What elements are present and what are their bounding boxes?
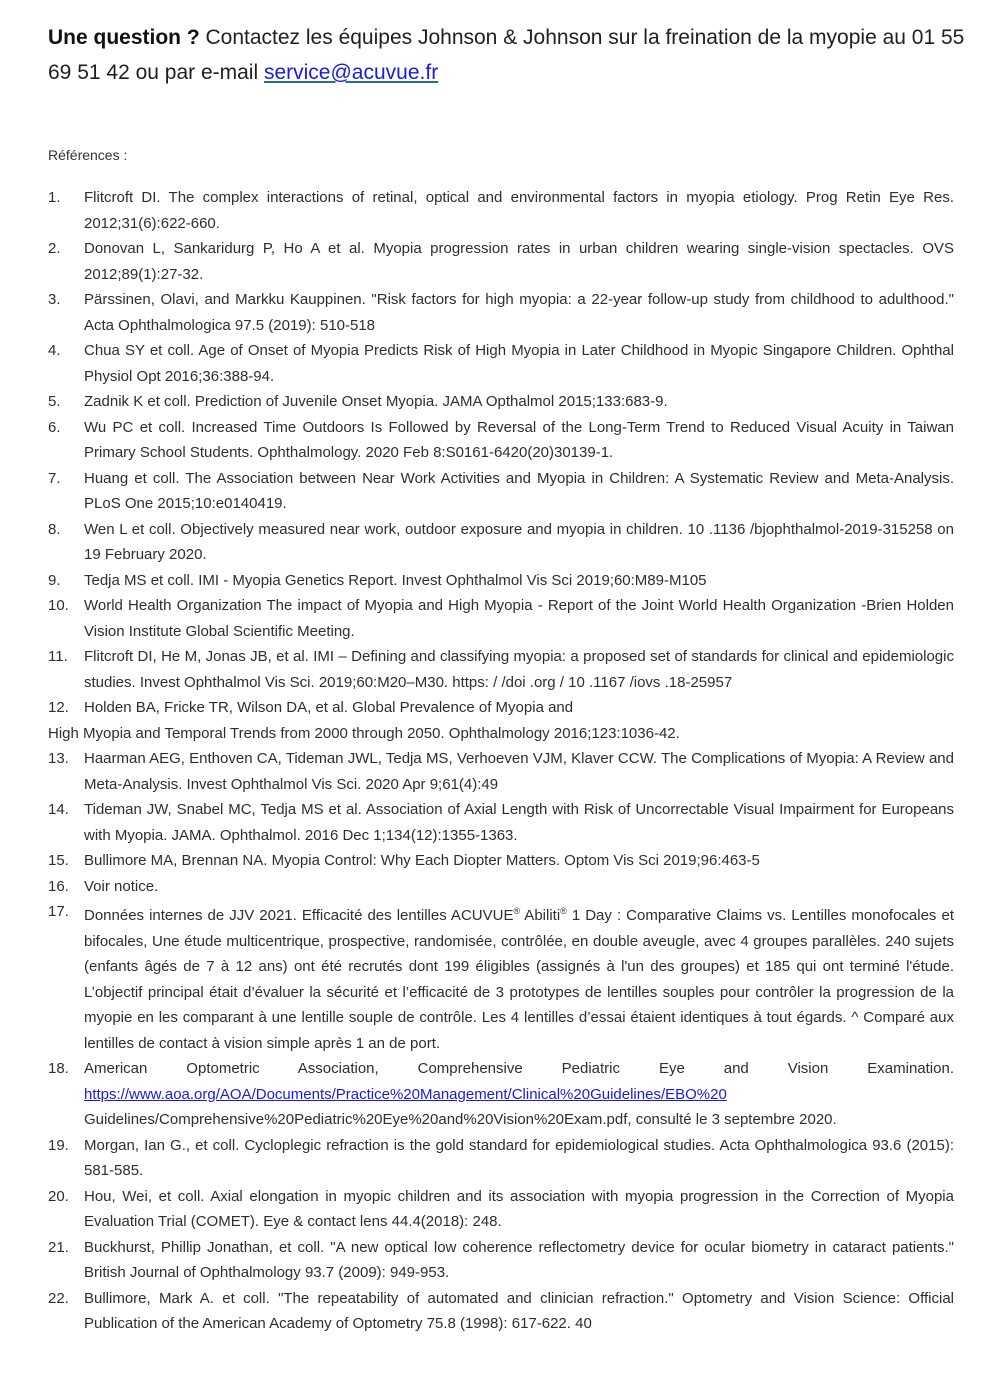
reference-item: 9. Tedja MS et coll. IMI - Myopia Genetics Report. Invest Ophthalmol Vis Sci 2019;60:M89-M105 (48, 571, 707, 589)
aoa-guidelines-link[interactable]: https://www.aoa.org/AOA/Documents/Practice%20Management/Clinical%20Guidelines/EBO%20 (84, 1085, 727, 1103)
question-label: Une question ? (48, 26, 200, 49)
reference-item: 5. Zadnik K et coll. Prediction of Juvenile Onset Myopia. JAMA Opthalmol 2015;133:683-9. (48, 393, 668, 410)
email-link[interactable]: service@acuvue.fr (263, 61, 439, 84)
reference-item: 22. Bullimore, Mark A. et coll. "The repeatability of automated and clinician refraction." Optometry and Vision Science: Official Publication of the American Academy of Optometry 75.8 (1998): 617-622. 40 (48, 1289, 954, 1332)
reference-item: 8. Wen L et coll. Objectively measured near work, outdoor exposure and myopia in children. 10 .1136 /bjophthalmol-2019-315258 on 19 February 2020. (48, 520, 954, 563)
reference-item: 4. Chua SY et coll. Age of Onset of Myopia Predicts Risk of High Myopia in Later Childhood in Myopic Singapore Children. Ophthal Physiol Opt 2016;36:388-94. (48, 342, 954, 385)
contact-text: Contactez les équipes Johnson & Johnson sur la freination de la myopie au 01 55 69 51 42 ou par e-mail (48, 26, 965, 84)
reference-item: 13. Haarman AEG, Enthoven CA, Tideman JWL, Tedja MS, Verhoeven VJM, Klaver CCW. The Complications of Myopia: A Review and Meta-Analysis. Invest Ophthalmol Vis Sci. 2020 Apr 9;61(4):49 (48, 750, 954, 793)
reference-item: 21. Buckhurst, Phillip Jonathan, et coll. "A new optical low coherence reflectometry device for ocular biometry in cataract patients." British Journal of Ophthalmology 93.7 (2009): 949-953. (48, 1238, 954, 1281)
reference-item: 7. Huang et coll. The Association between Near Work Activities and Myopia in Children: A Systematic Review and Meta-Analysis. PLoS One 2015;10:e0140419. (48, 469, 954, 512)
reference-item: 10. World Health Organization The impact of Myopia and High Myopia - Report of the Joint World Health Organization -Brien Holden Vision Institute Global Scientific Meeting. (48, 597, 954, 640)
reference-item: 18. American Optometric Association, Comprehensive Pediatric Eye and Vision Examination. https://www.aoa.org/AOA/Documents/Practice%20Management/Clinical%20Guidelines/EBO%20 Guidelines/Comprehensive%20Pediatric%20Eye%20and%20Vision%20Exam.pdf, consulté le 3 septembre 2020. (48, 1060, 954, 1128)
registered-mark: ® (513, 906, 521, 916)
reference-item: 16. Voir notice. (48, 877, 159, 895)
reference-item: 1. Flitcroft DI. The complex interactions of retinal, optical and environmental factors in myopia etiology. Prog Retin Eye Res. 2012;31(6):622-660. (48, 189, 954, 232)
reference-item: 14. Tideman JW, Snabel MC, Tedja MS et al. Association of Axial Length with Risk of Uncorrectable Visual Impairment for Europeans with Myopia. JAMA. Ophthalmol. 2016 Dec 1;134(12):1355-1363. (48, 801, 954, 844)
reference-item: 15. Bullimore MA, Brennan NA. Myopia Control: Why Each Diopter Matters. Optom Vis Sci 2019;96:463-5 (48, 852, 760, 869)
contact-paragraph (48, 20, 968, 90)
reference-item: 3. Pärssinen, Olavi, and Markku Kauppinen. "Risk factors for high myopia: a 22-year follow-up study from childhood to adulthood." Acta Ophthalmologica 97.5 (2019): 510-518 (48, 291, 954, 334)
reference-item: 2. Donovan L, Sankaridurg P, Ho A et al. Myopia progression rates in urban children wearing single-vision spectacles. OVS 2012;89(1):27-32. (48, 240, 954, 283)
reference-item: 12. Holden BA, Fricke TR, Wilson DA, et al. Global Prevalence of Myopia and High Myopia and Temporal Trends from 2000 through 2050. Ophthalmology 2016;123:1036-42. (48, 699, 680, 742)
references-list (48, 185, 954, 1337)
reference-item: 20. Hou, Wei, et coll. Axial elongation in myopic children and its association with myopia progression in the Correction of Myopia Evaluation Trial (COMET). Eye & contact lens 44.4(2018): 248. (48, 1187, 954, 1230)
reference-item: 17. Données internes de JJV 2021. Efficacité des lentilles ACUVUE® Abiliti® 1 Day : Comparative Claims vs. Lentilles monofocales et bifocales, Une étude multicentrique, prospective, randomisée, contrôlée, en double aveugle, avec 4 groupes parallèles. 240 sujets (enfants âgés de 7 à 12 ans) ont été recrutés dont 199 éligibles (assignés à l'un des groupes) et 185 qui ont terminé l'étude. L’objectif principal était d’évaluer la sécurité et l’efficacité de 3 prototypes de lentilles souples pour contrôler la progression de la myopie en les comparant à une lentille souple de contrôle. Les 4 lentilles d’essai étaient identiques à tout égards. ^ Comparé aux lentilles de contact à vision simple après 1 an de port. (48, 903, 954, 1052)
reference-item: 6. Wu PC et coll. Increased Time Outdoors Is Followed by Reversal of the Long-Term Trend to Reduced Visual Acuity in Taiwan Primary School Students. Ophthalmology. 2020 Feb 8:S0161-6420(20)30139-1. (48, 418, 954, 461)
reference-item: 19. Morgan, Ian G., et coll. Cycloplegic refraction is the gold standard for epidemiological studies. Acta Ophthalmologica 93.6 (2015): 581-585. (48, 1136, 954, 1179)
references-heading: Références : (48, 147, 128, 163)
reference-item: 11. Flitcroft DI, He M, Jonas JB, et al. IMI – Defining and classifying myopia: a proposed set of standards for clinical and epidemiologic studies. Invest Ophthalmol Vis Sci. 2019;60:M20–M30. https: / /doi .org / 10 .1167 /iovs .18-25957 (48, 648, 954, 691)
registered-mark: ® (560, 906, 567, 916)
